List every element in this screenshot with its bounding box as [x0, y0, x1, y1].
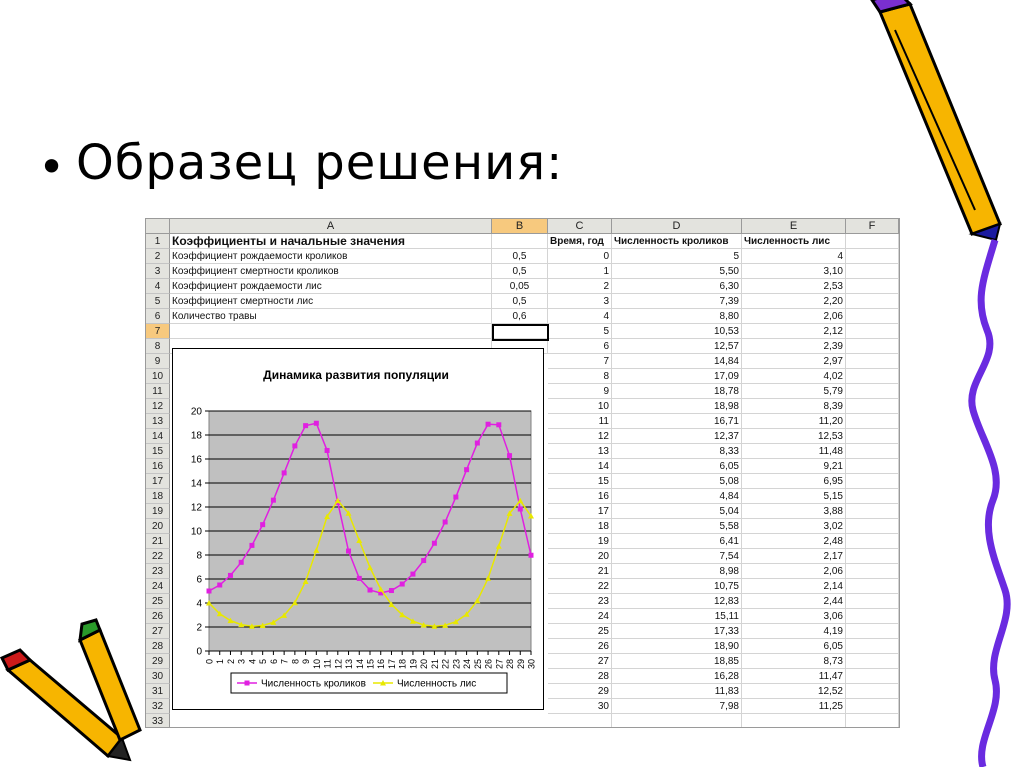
- cell-rabbits[interactable]: 7,54: [612, 549, 742, 564]
- cell-a1[interactable]: Коэффициенты и начальные значения: [170, 234, 492, 249]
- pencils-bottom-left-decoration: [0, 610, 150, 767]
- data-point-rabbits: [453, 495, 458, 500]
- cell-rabbits[interactable]: 5,50: [612, 264, 742, 279]
- data-point-rabbits: [410, 572, 415, 577]
- column-header-d[interactable]: D: [612, 219, 742, 234]
- cell-rabbits[interactable]: 5,08: [612, 474, 742, 489]
- y-tick-label: 12: [190, 502, 202, 514]
- data-point-rabbits: [432, 541, 437, 546]
- row-header-4[interactable]: 4: [146, 279, 170, 294]
- cell-time[interactable]: 27: [548, 654, 612, 669]
- purple-ribbon-icon: [972, 240, 1007, 767]
- x-tick-label: 22: [440, 659, 451, 670]
- bullet: •: [38, 140, 66, 194]
- cell-rabbits[interactable]: 12,83: [612, 594, 742, 609]
- cell-rabbits[interactable]: 12,57: [612, 339, 742, 354]
- x-tick-label: 10: [311, 659, 322, 670]
- x-tick-label: 20: [419, 659, 430, 670]
- row-header-26[interactable]: 26: [146, 609, 170, 624]
- x-tick-label: 7: [279, 659, 290, 665]
- cell-time[interactable]: 7: [548, 354, 612, 369]
- row-header-29[interactable]: 29: [146, 654, 170, 669]
- y-tick-label: 6: [196, 574, 202, 586]
- cell-time[interactable]: 26: [548, 639, 612, 654]
- row-header-20[interactable]: 20: [146, 519, 170, 534]
- x-tick-label: 8: [290, 659, 301, 665]
- x-tick-label: 25: [472, 659, 483, 670]
- data-point-rabbits: [314, 421, 319, 426]
- chart-title: Динамика развития популяции: [263, 368, 449, 382]
- cell-empty[interactable]: [612, 714, 742, 728]
- row-header-9[interactable]: 9: [146, 354, 170, 369]
- cell-rabbits[interactable]: 17,33: [612, 624, 742, 639]
- column-header-c[interactable]: C: [548, 219, 612, 234]
- data-point-rabbits: [228, 573, 233, 578]
- row-header-6[interactable]: 6: [146, 309, 170, 324]
- row-header-23[interactable]: 23: [146, 564, 170, 579]
- column-header-e[interactable]: E: [742, 219, 846, 234]
- x-tick-label: 14: [354, 659, 365, 670]
- row-header-31[interactable]: 31: [146, 684, 170, 699]
- x-tick-label: 29: [515, 659, 526, 670]
- cell-rabbits[interactable]: 18,85: [612, 654, 742, 669]
- y-tick-label: 0: [196, 646, 202, 658]
- cell-rabbits[interactable]: 6,05: [612, 459, 742, 474]
- cell-foxes[interactable]: 2,14: [742, 579, 846, 594]
- data-point-rabbits: [486, 422, 491, 427]
- cell-foxes[interactable]: 11,25: [742, 699, 846, 714]
- cell-foxes[interactable]: 2,06: [742, 564, 846, 579]
- row-header-2[interactable]: 2: [146, 249, 170, 264]
- cell-foxes[interactable]: 6,95: [742, 474, 846, 489]
- cell-rabbits[interactable]: 10,53: [612, 324, 742, 339]
- cell-rabbits[interactable]: 5,04: [612, 504, 742, 519]
- cell-time[interactable]: 6: [548, 339, 612, 354]
- cell-foxes[interactable]: 2,06: [742, 309, 846, 324]
- row-header-22[interactable]: 22: [146, 549, 170, 564]
- population-chart: [172, 348, 544, 710]
- cell-time[interactable]: 16: [548, 489, 612, 504]
- cell-foxes[interactable]: 4,19: [742, 624, 846, 639]
- data-point-rabbits: [389, 588, 394, 593]
- cell-time[interactable]: 8: [548, 369, 612, 384]
- cell-time[interactable]: 11: [548, 414, 612, 429]
- select-all-corner[interactable]: [146, 219, 170, 234]
- x-tick-label: 24: [462, 659, 473, 670]
- cell-rabbits[interactable]: 7,98: [612, 699, 742, 714]
- row-header-1[interactable]: 1: [146, 234, 170, 249]
- x-tick-label: 27: [494, 659, 505, 670]
- cell-rabbits[interactable]: 12,37: [612, 429, 742, 444]
- cell-foxes[interactable]: 3,06: [742, 609, 846, 624]
- cell-b1[interactable]: [492, 234, 548, 249]
- cell-a6[interactable]: Количество травы: [170, 309, 492, 324]
- cell-time[interactable]: 25: [548, 624, 612, 639]
- data-point-rabbits: [260, 522, 265, 527]
- row-header-10[interactable]: 10: [146, 369, 170, 384]
- data-point-rabbits: [496, 422, 501, 427]
- row-header-7[interactable]: 7: [146, 324, 170, 339]
- cell-foxes[interactable]: 6,05: [742, 639, 846, 654]
- row-header-21[interactable]: 21: [146, 534, 170, 549]
- data-point-rabbits: [217, 583, 222, 588]
- y-tick-label: 16: [190, 454, 202, 466]
- cell-time[interactable]: 15: [548, 474, 612, 489]
- cell-a4[interactable]: Коэффициент рождаемости лис: [170, 279, 492, 294]
- header-rabbits[interactable]: Численность кроликов: [612, 234, 742, 249]
- row-header-32[interactable]: 32: [146, 699, 170, 714]
- data-point-rabbits: [346, 549, 351, 554]
- x-tick-label: 13: [344, 659, 355, 670]
- row-header-28[interactable]: 28: [146, 639, 170, 654]
- cell-foxes[interactable]: 5,15: [742, 489, 846, 504]
- y-tick-label: 8: [196, 550, 202, 562]
- x-tick-label: 16: [376, 659, 387, 670]
- x-tick-label: 6: [268, 659, 279, 665]
- cell-b4[interactable]: 0,05: [492, 279, 548, 294]
- cell-time[interactable]: 20: [548, 549, 612, 564]
- cell-time[interactable]: 28: [548, 669, 612, 684]
- cell-foxes[interactable]: 12,53: [742, 429, 846, 444]
- data-point-rabbits: [475, 441, 480, 446]
- row-header-3[interactable]: 3: [146, 264, 170, 279]
- x-tick-label: 18: [397, 659, 408, 670]
- cell-foxes[interactable]: 12,52: [742, 684, 846, 699]
- cell-rabbits[interactable]: 8,98: [612, 564, 742, 579]
- column-header-f[interactable]: F: [846, 219, 899, 234]
- x-tick-label: 26: [483, 659, 494, 670]
- cell-time[interactable]: 18: [548, 519, 612, 534]
- cell-time[interactable]: 0: [548, 249, 612, 264]
- cell-time[interactable]: 29: [548, 684, 612, 699]
- cell-rabbits[interactable]: 11,83: [612, 684, 742, 699]
- row-header-13[interactable]: 13: [146, 414, 170, 429]
- cell-time[interactable]: 12: [548, 429, 612, 444]
- cell-foxes[interactable]: 4,02: [742, 369, 846, 384]
- x-tick-label: 19: [408, 659, 419, 670]
- cell-empty[interactable]: [742, 714, 846, 728]
- cell-foxes[interactable]: 2,97: [742, 354, 846, 369]
- data-point-rabbits: [282, 470, 287, 475]
- cell-rabbits[interactable]: 16,71: [612, 414, 742, 429]
- legend-label: Численность кроликов: [261, 678, 366, 690]
- cell-rabbits[interactable]: 18,90: [612, 639, 742, 654]
- cell-time[interactable]: 10: [548, 399, 612, 414]
- y-tick-label: 4: [196, 598, 202, 610]
- cell-rabbits[interactable]: 15,11: [612, 609, 742, 624]
- selected-cell-b7[interactable]: [492, 324, 549, 341]
- y-tick-label: 18: [190, 430, 202, 442]
- cell-b3[interactable]: 0,5: [492, 264, 548, 279]
- data-point-rabbits: [529, 553, 534, 558]
- cell-foxes[interactable]: 2,12: [742, 324, 846, 339]
- cell-time[interactable]: 9: [548, 384, 612, 399]
- slide-title: Образец решения:: [76, 135, 564, 191]
- row-header-27[interactable]: 27: [146, 624, 170, 639]
- cell-foxes[interactable]: 9,21: [742, 459, 846, 474]
- column-header-b[interactable]: B: [492, 219, 548, 234]
- x-tick-label: 2: [225, 659, 236, 665]
- cell-rabbits[interactable]: 10,75: [612, 579, 742, 594]
- x-tick-label: 23: [451, 659, 462, 670]
- cell-b5[interactable]: 0,5: [492, 294, 548, 309]
- cell-time[interactable]: 5: [548, 324, 612, 339]
- data-point-rabbits: [443, 520, 448, 525]
- cell-a5[interactable]: Коэффициент смертности лис: [170, 294, 492, 309]
- data-point-rabbits: [368, 588, 373, 593]
- cell-rabbits[interactable]: 14,84: [612, 354, 742, 369]
- y-tick-label: 10: [190, 526, 202, 538]
- pencil-ribbon-decoration: [855, 0, 1024, 767]
- cell-time[interactable]: 4: [548, 309, 612, 324]
- row-header-17[interactable]: 17: [146, 474, 170, 489]
- x-tick-label: 0: [204, 659, 215, 665]
- x-tick-label: 11: [322, 659, 333, 669]
- x-tick-label: 21: [429, 659, 440, 670]
- data-point-rabbits: [325, 448, 330, 453]
- cell-foxes[interactable]: 11,48: [742, 444, 846, 459]
- row-header-14[interactable]: 14: [146, 429, 170, 444]
- cell-foxes[interactable]: 2,39: [742, 339, 846, 354]
- cell-foxes[interactable]: 11,47: [742, 669, 846, 684]
- cell-time[interactable]: 22: [548, 579, 612, 594]
- cell-foxes[interactable]: 5,79: [742, 384, 846, 399]
- cell-time[interactable]: 14: [548, 459, 612, 474]
- data-point-rabbits: [507, 453, 512, 458]
- cell-rabbits[interactable]: 5: [612, 249, 742, 264]
- row-header-25[interactable]: 25: [146, 594, 170, 609]
- cell-foxes[interactable]: 8,73: [742, 654, 846, 669]
- cell-foxes[interactable]: 2,17: [742, 549, 846, 564]
- cell-rabbits[interactable]: 5,58: [612, 519, 742, 534]
- cell-rabbits[interactable]: 8,80: [612, 309, 742, 324]
- cell-rabbits[interactable]: 18,98: [612, 399, 742, 414]
- x-tick-label: 3: [236, 659, 247, 665]
- row-header-19[interactable]: 19: [146, 504, 170, 519]
- cell-rabbits[interactable]: 8,33: [612, 444, 742, 459]
- cell-time[interactable]: 24: [548, 609, 612, 624]
- row-header-15[interactable]: 15: [146, 444, 170, 459]
- y-tick-label: 14: [190, 478, 202, 490]
- data-point-rabbits: [421, 558, 426, 563]
- row-header-12[interactable]: 12: [146, 399, 170, 414]
- x-tick-label: 9: [301, 659, 312, 665]
- cell-a7[interactable]: [170, 324, 492, 339]
- data-point-rabbits: [271, 498, 276, 503]
- cell-rabbits[interactable]: 6,41: [612, 534, 742, 549]
- cell-time[interactable]: 23: [548, 594, 612, 609]
- cell-time[interactable]: 13: [548, 444, 612, 459]
- row-header-11[interactable]: 11: [146, 384, 170, 399]
- cell-foxes[interactable]: 2,48: [742, 534, 846, 549]
- x-tick-label: 30: [526, 659, 537, 670]
- x-tick-label: 12: [333, 659, 344, 670]
- row-header-16[interactable]: 16: [146, 459, 170, 474]
- cell-foxes[interactable]: 4: [742, 249, 846, 264]
- x-tick-label: 4: [247, 659, 258, 665]
- cell-rabbits[interactable]: 7,39: [612, 294, 742, 309]
- cell-rabbits[interactable]: 18,78: [612, 384, 742, 399]
- cell-b6[interactable]: 0,6: [492, 309, 548, 324]
- cell-rabbits[interactable]: 17,09: [612, 369, 742, 384]
- data-point-rabbits: [357, 576, 362, 581]
- row-header-30[interactable]: 30: [146, 669, 170, 684]
- x-tick-label: 1: [215, 659, 226, 665]
- cell-empty[interactable]: [548, 714, 612, 728]
- data-point-rabbits: [303, 423, 308, 428]
- row-header-33[interactable]: 33: [146, 714, 170, 728]
- cell-b2[interactable]: 0,5: [492, 249, 548, 264]
- legend-label: Численность лис: [397, 678, 477, 690]
- x-tick-label: 17: [386, 659, 397, 670]
- row-header-5[interactable]: 5: [146, 294, 170, 309]
- cell-time[interactable]: 30: [548, 699, 612, 714]
- cell-time[interactable]: 21: [548, 564, 612, 579]
- row-header-24[interactable]: 24: [146, 579, 170, 594]
- row-header-18[interactable]: 18: [146, 489, 170, 504]
- data-point-rabbits: [249, 543, 254, 548]
- y-tick-label: 20: [190, 406, 202, 418]
- cell-foxes[interactable]: 3,88: [742, 504, 846, 519]
- data-point-rabbits: [518, 507, 523, 512]
- data-point-rabbits: [292, 443, 297, 448]
- data-point-rabbits: [239, 560, 244, 565]
- cell-foxes[interactable]: 3,10: [742, 264, 846, 279]
- cell-time[interactable]: 19: [548, 534, 612, 549]
- cell-rabbits[interactable]: 6,30: [612, 279, 742, 294]
- cell-rabbits[interactable]: 4,84: [612, 489, 742, 504]
- header-time[interactable]: Время, год: [548, 234, 612, 249]
- row-header-8[interactable]: 8: [146, 339, 170, 354]
- column-header-a[interactable]: A: [170, 219, 492, 234]
- header-foxes[interactable]: Численность лис: [742, 234, 846, 249]
- cell-foxes[interactable]: 8,39: [742, 399, 846, 414]
- cell-foxes[interactable]: 2,44: [742, 594, 846, 609]
- cell-foxes[interactable]: 11,20: [742, 414, 846, 429]
- cell-a3[interactable]: Коэффициент смертности кроликов: [170, 264, 492, 279]
- data-point-rabbits: [207, 589, 212, 594]
- data-point-rabbits: [464, 467, 469, 472]
- y-tick-label: 2: [196, 622, 202, 634]
- cell-rabbits[interactable]: 16,28: [612, 669, 742, 684]
- x-tick-label: 5: [258, 659, 269, 665]
- cell-time[interactable]: 2: [548, 279, 612, 294]
- data-point-rabbits: [400, 582, 405, 587]
- pencil-top-right-icon: [872, 0, 1000, 240]
- cell-time[interactable]: 1: [548, 264, 612, 279]
- cell-foxes[interactable]: 2,53: [742, 279, 846, 294]
- chart-canvas: [173, 349, 543, 709]
- x-tick-label: 28: [505, 659, 516, 670]
- cell-foxes[interactable]: 2,20: [742, 294, 846, 309]
- legend-marker: [245, 681, 250, 686]
- cell-foxes[interactable]: 3,02: [742, 519, 846, 534]
- cell-time[interactable]: 3: [548, 294, 612, 309]
- cell-a2[interactable]: Коэффициент рождаемости кроликов: [170, 249, 492, 264]
- x-tick-label: 15: [365, 659, 376, 670]
- cell-time[interactable]: 17: [548, 504, 612, 519]
